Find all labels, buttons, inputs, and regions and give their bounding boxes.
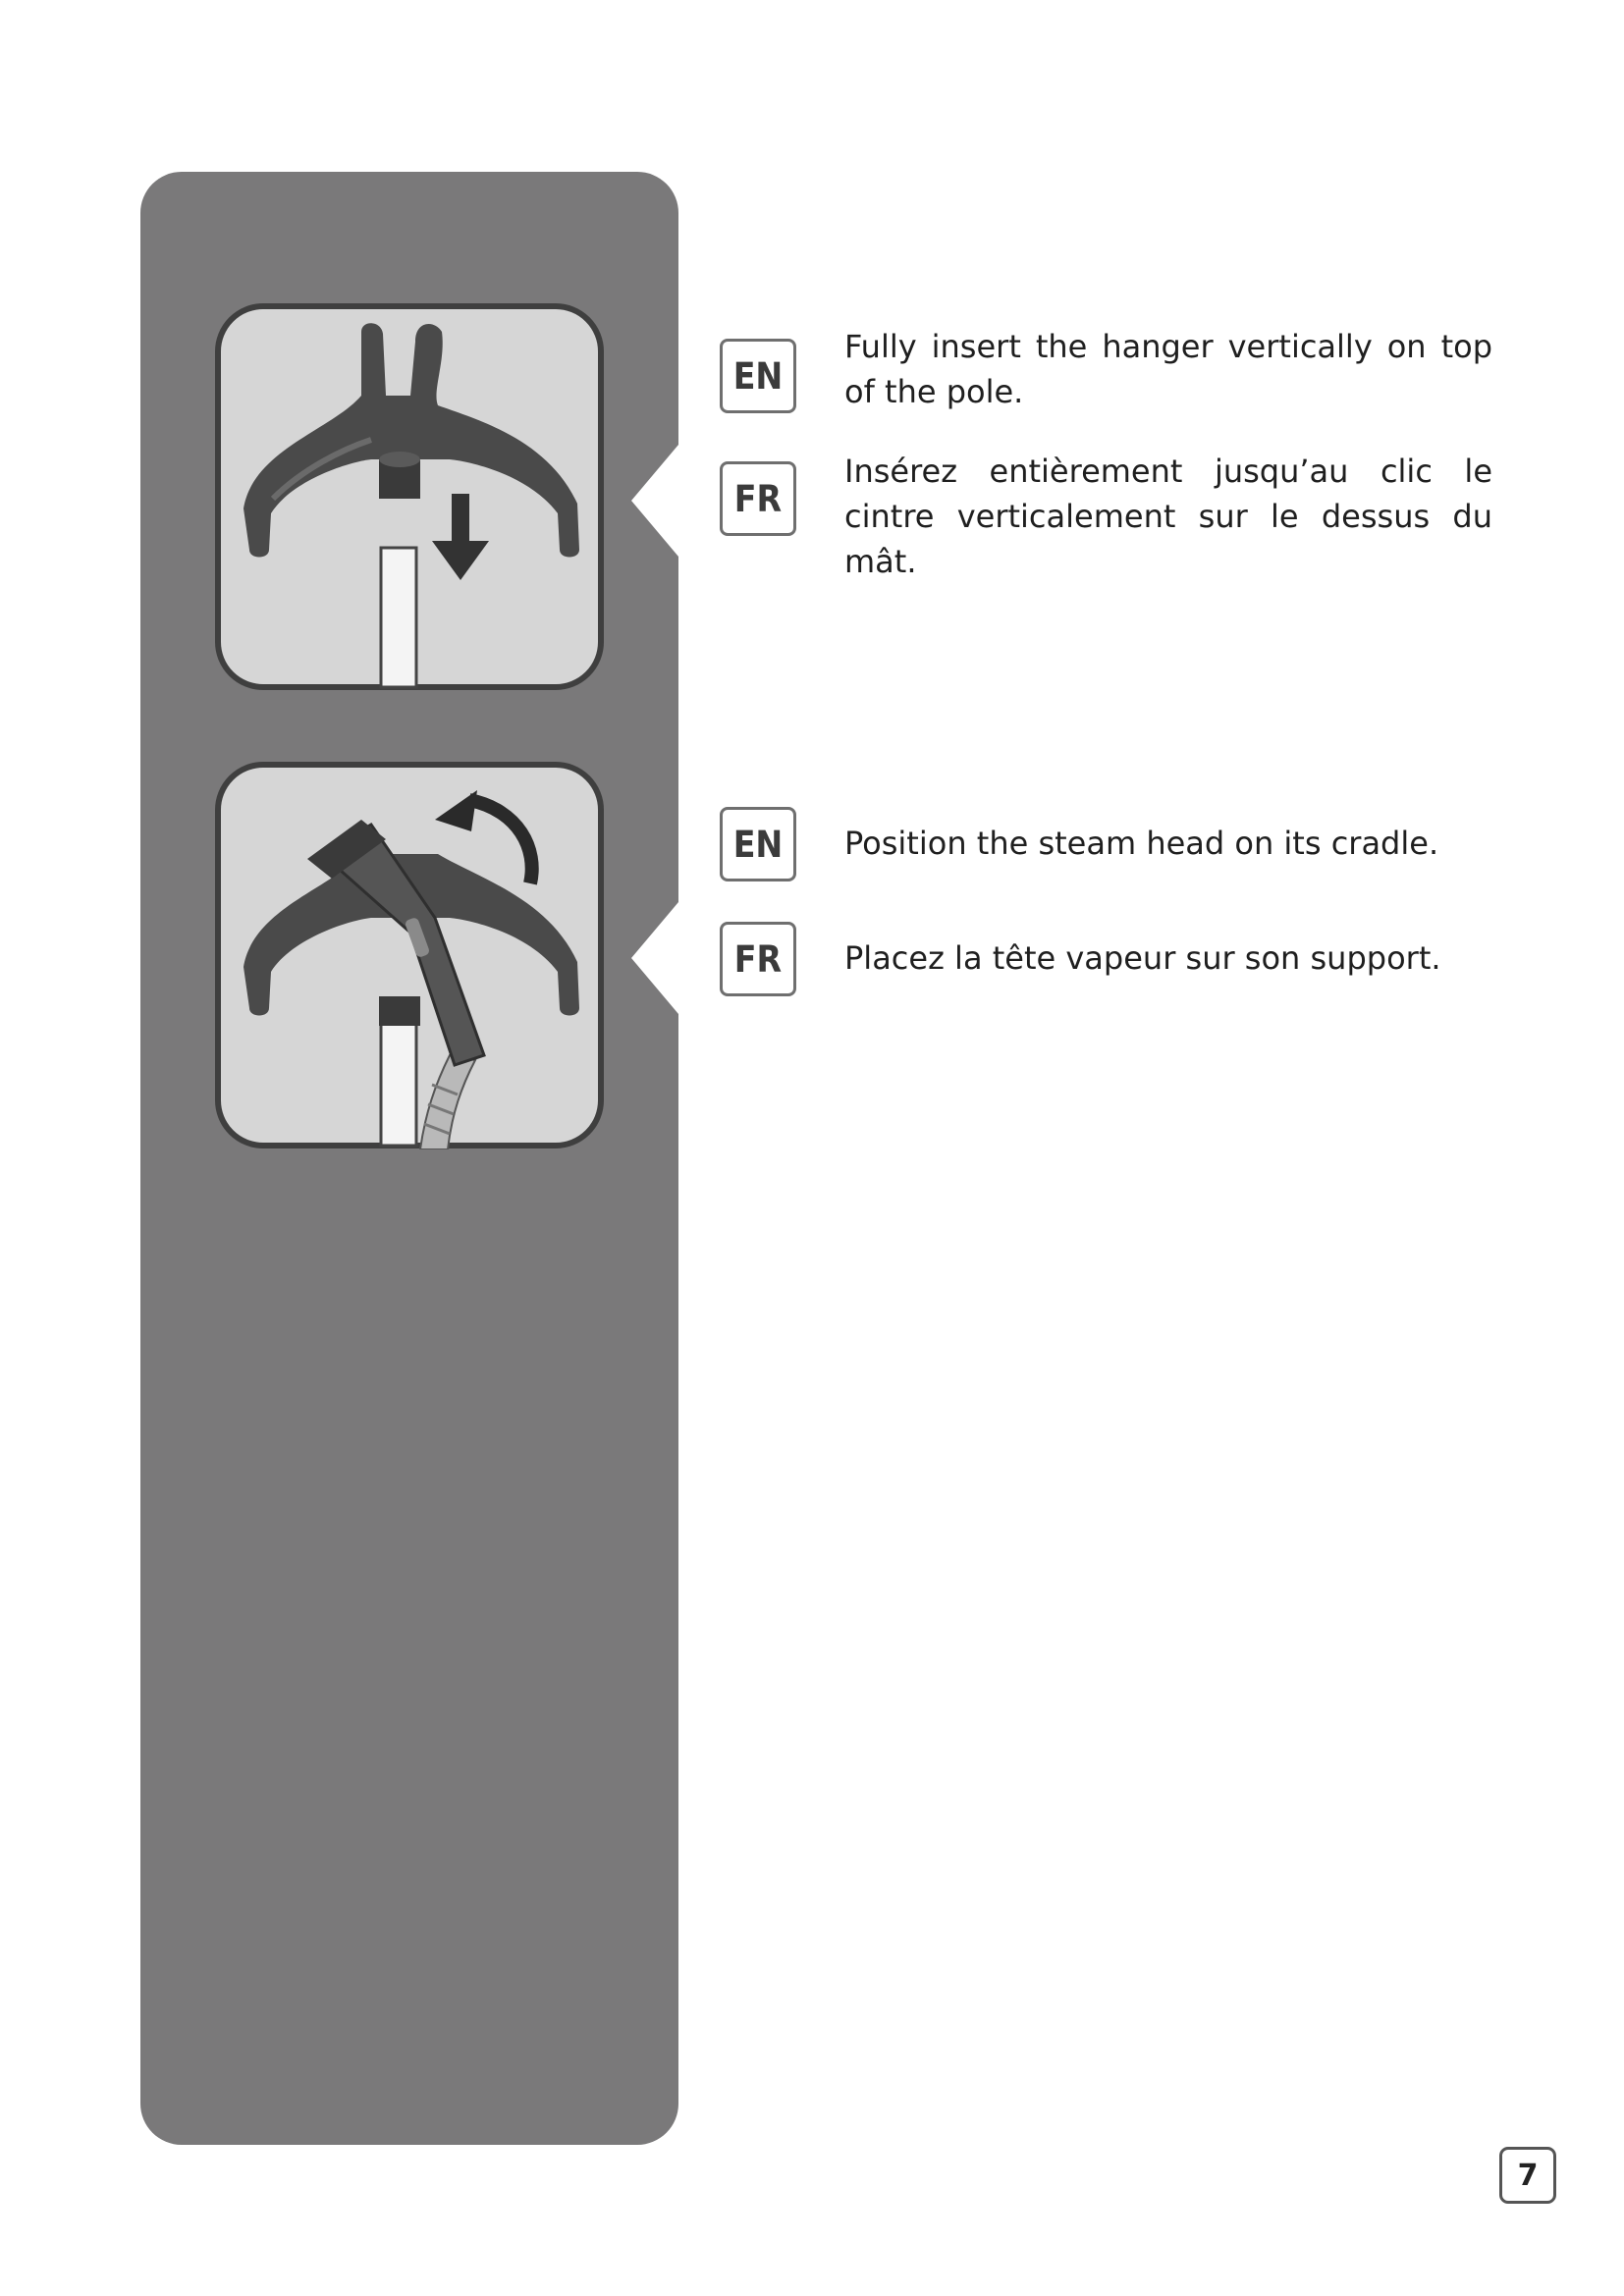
panel-notch-1 [631, 445, 678, 557]
step-1-text-fr: Insérez entièrement jusqu’au clic le cintre verticalement sur le dessus du mât. [844, 453, 1492, 580]
language-badge-fr-1: FR [720, 461, 796, 536]
page-number: 7 [1499, 2147, 1556, 2204]
step-1-text-en: Fully insert the hanger vertically on top of the pole. [844, 328, 1492, 410]
step-2-text-fr: Placez la tête vapeur sur son support. [844, 939, 1441, 977]
hanger-insert-illustration [214, 302, 605, 691]
panel-notch-2 [631, 902, 678, 1014]
steam-head-cradle-illustration [214, 761, 605, 1149]
language-badge-en-2: EN [720, 807, 796, 881]
step-2-text-en: Position the steam head on its cradle. [844, 825, 1439, 862]
language-badge-en-1: EN [720, 339, 796, 413]
language-badge-fr-2: FR [720, 922, 796, 996]
